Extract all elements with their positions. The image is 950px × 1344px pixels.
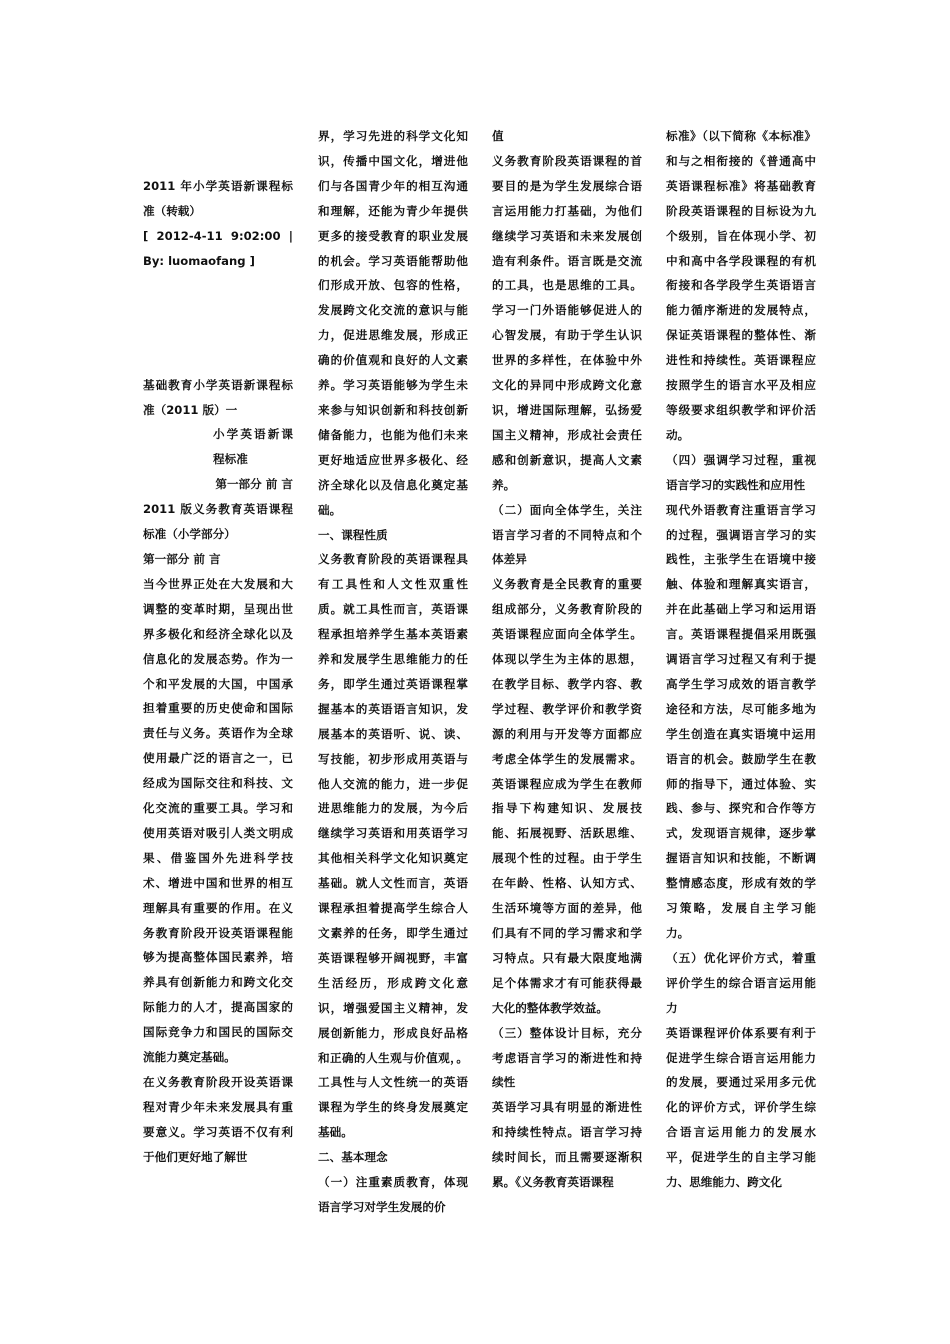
paragraph: 界，学习先进的科学文化知识，传播中国文化，增进他们与各国青少年的相互沟通和理解，还能为青少年提供更多的接受教育的职业发展的机会。学习英语能帮助他们形成开放、包容的性格，发展跨文化交流的意识与能力，促进思维发展，形成正确的价值观和良好的人文素养。学习英语能够为学生未来参与知识创新和科技创新储备能力，也能为他们未来更好地适应世界多极化、经济全球化以及信息化奠定基础。 (318, 129, 468, 517)
subsection-heading: 值 (492, 129, 504, 143)
subsection-heading: （一）注重素质教育，体现语言学习对学生发展的价 (318, 1175, 468, 1214)
heading: 基础教育小学英语新课程标准（2011 版）一 (143, 377, 293, 417)
heading: 小学英语新课程标准 (213, 427, 293, 467)
paragraph: 当今世界正处在大发展和大调整的变革时期，呈现出世界多极化和经济全球化以及信息化的发展态势。作为一个和平发展的大国，中国承担着重要的历史使命和国际责任与义务。英语作为全球使用最广泛的语言之一，已经成为国际交往和科技、文化交流的重要工具。学习和使用英语对吸引人类文明成果、借鉴国外先进科学技术、增进中国和世界的相互理解具有重要的作用。在义务教育阶段开设英语课程能够为提高整体国民素养，培养具有创新能力和跨文化交际能力的人才，提高国家的国际竞争力和国民的国际交流能力奠定基础。 (143, 576, 293, 1065)
paragraph: 义务教育是全民教育的重要组成部分，义务教育阶段的英语课程应面向全体学生。体现以学生为主体的思想，在教学目标、教学内容、教学过程、教学评价和教学资源的利用与开发等方面都应考虑全体学生的发展需求。英语课程应成为学生在教师指导下构建知识、发展技能、拓展视野、活跃思维、展现个性的过程。由于学生在年龄、性格、认知方式、生活环境等方面的差异，他们具有不同的学习需求和学习特点。只有最大限度地满足个体需求才有可能获得最大化的整体教学效益。 (492, 577, 642, 1015)
column-3 (492, 124, 642, 1195)
column-2 (318, 124, 468, 1220)
paragraph: 英语课程评价体系要有利于促进学生综合语言运用能力的发展，要通过采用多元优化的评价方式，评价学生综合语言运用能力的发展水平，促进学生的自主学习能力、思维能力、跨文化 (666, 1025, 816, 1190)
subsection-heading: （五）优化评价方式，着重评价学生的综合语言运用能力 (666, 950, 816, 1015)
article-title: 2011 年小学英语新课程标准（转载） (143, 179, 293, 218)
article-meta: [ 2012-4-11 9:02:00 | By: luomaofang ] (143, 228, 293, 268)
subsection-heading: （三）整体设计目标，充分考虑语言学习的渐进性和持续性 (492, 1025, 642, 1090)
subsection-heading: （二）面向全体学生，关注语言学习者的不同特点和个体差异 (492, 502, 642, 567)
paragraph: 在义务教育阶段开设英语课程对青少年未来发展具有重要意义。学习英语不仅有利于他们更好地了解世 (143, 1075, 293, 1164)
column-1 (143, 174, 293, 1170)
subsection-heading: （四）强调学习过程，重视语言学习的实践性和应用性 (666, 452, 816, 492)
heading: 第一部分 前 言 (143, 551, 221, 566)
paragraph: 现代外语教育注重语言学习的过程，强调语言学习的实践性，主张学生在语境中接触、体验和理解真实语言，并在此基础上学习和运用语言。英语课程提倡采用既强调语言学习过程又有利于提高学生学习成效的语言教学途径和方法，尽可能多地为学生创造在真实语境中运用语言的机会。鼓励学生在教师的指导下，通过体验、实践、参与、探究和合作等方式，发现语言规律，逐步掌握语言知识和技能，不断调整情感态度，形成有效的学习策略，发展自主学习能力。 (666, 502, 816, 940)
paragraph: 义务教育阶段英语课程的首要目的是为学生发展综合语言运用能力打基础，为他们继续学习英语和未来发展创造有利条件。语言既是交流的工具，也是思维的工具。学习一门外语能够促进人的心智发展，有助于学生认识世界的多样性，在体验中外文化的异同中形成跨文化意识，增进国际理解，弘扬爱国主义精神，形成社会责任感和创新意识，提高人文素养。 (492, 153, 642, 492)
spacer (143, 274, 293, 373)
heading: 2011 版义务教育英语课程标准（小学部分） (143, 502, 293, 542)
paragraph: 标准》（以下简称《本标准》和与之相衔接的《普通高中英语课程标准》将基础教育阶段英语课程的目标设为九个级别，旨在体现小学、初中和高中各学段课程的有机衔接和各学段学生英语语言能力循序渐进的发展特点，保证英语课程的整体性、渐进性和持续性。英语课程应按照学生的语言水平及相应等级要求组织教学和评价活动。 (666, 129, 816, 442)
column-4 (666, 124, 816, 1195)
section-heading: 二、基本理念 (318, 1150, 388, 1165)
section-heading: 一、课程性质 (318, 527, 388, 542)
paragraph: 义务教育阶段的英语课程具有工具性和人文性双重性质。就工具性而言，英语课程承担培养学生基本英语素养和发展学生思维能力的任务，即学生通过英语课程掌握基本的英语语言知识，发展基本的英语听、说、读、写技能，初步形成用英语与他人交流的能力，进一步促进思维能力的发展，为今后继续学习英语和用英语学习其他相关科学文化知识奠定基础。就人文性而言，英语课程承担着提高学生综合人文素养的任务，即学生通过英语课程够开阔视野，丰富生活经历，形成跨文化意识，增强爱国主义精神，发展创新能力，形成良好品格和正确的人生观与价值观，。工具性与人文性统一的英语课程为学生的终身发展奠定基础。 (318, 552, 468, 1140)
paragraph: 英语学习具有明显的渐进性和持续性特点。语言学习持续时间长，而且需要逐渐积累。《义务教育英语课程 (492, 1100, 642, 1190)
heading: 第一部分 前 言 (215, 477, 293, 492)
